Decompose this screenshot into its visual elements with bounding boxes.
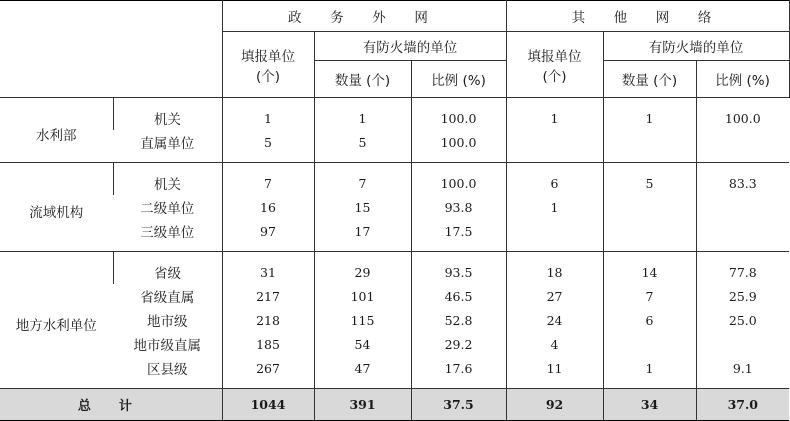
other-firewall-count-cell: [603, 332, 696, 356]
gov-firewall-count-cell: 1: [314, 98, 411, 131]
table-row: [0, 332, 789, 356]
other-reporting-cell: 4: [506, 332, 603, 356]
table-body: [0, 98, 789, 421]
gov-ratio-cell: 46.5: [411, 284, 506, 308]
other-firewall-count-cell: 6: [603, 308, 696, 332]
header-other-firewall-units: 有防火墙的单位: [603, 32, 789, 61]
table-row: [0, 252, 789, 285]
other-ratio-cell: [696, 130, 789, 163]
subcategory-cell: 地市级直属: [133, 338, 201, 354]
header-gov-ratio: 比例 (%): [411, 61, 506, 98]
other-reporting-cell: 24: [506, 308, 603, 332]
other-firewall-count-cell: 7: [603, 284, 696, 308]
table-row: [0, 356, 789, 389]
gov-firewall-count-cell: 7: [314, 163, 411, 196]
subcategory-cell: 机关: [113, 163, 222, 196]
gov-reporting-cell: 185: [222, 332, 314, 356]
header-gov-reporting-units: 填报单位 (个): [222, 32, 314, 98]
subcategory-cell: 机关: [113, 98, 222, 131]
total-gov-firewall-count-cell: 391: [314, 389, 411, 421]
other-ratio-cell: 100.0: [696, 98, 789, 131]
table-row: [0, 98, 789, 131]
gov-reporting-cell: 5: [222, 130, 314, 163]
gov-reporting-cell: 97: [222, 219, 314, 252]
gov-firewall-count-cell: 54: [314, 332, 411, 356]
gov-firewall-count-cell: 47: [314, 356, 411, 389]
table-row: [0, 219, 789, 252]
subcategory-cell: 地市级: [147, 314, 188, 330]
header-other-count: 数量 (个): [603, 61, 696, 98]
gov-ratio-cell: 100.0: [411, 98, 506, 131]
subcategory-cell: 省级: [113, 252, 222, 285]
gov-reporting-cell: 267: [222, 356, 314, 389]
other-reporting-cell: 6: [506, 163, 603, 196]
table-row: [0, 195, 789, 219]
gov-reporting-cell: 1: [222, 98, 314, 131]
gov-ratio-cell: 100.0: [411, 130, 506, 163]
other-ratio-cell: 83.3: [696, 163, 789, 196]
other-ratio-cell: 25.9: [696, 284, 789, 308]
subcategory-cell: 三级单位: [140, 225, 195, 241]
table-row: [0, 163, 789, 196]
total-other-ratio-cell: 37.0: [696, 389, 789, 421]
total-gov-reporting-cell: 1044: [222, 389, 314, 421]
table-header: [0, 1, 789, 98]
total-other-firewall-count-cell: 34: [603, 389, 696, 421]
table-row: [0, 308, 789, 332]
other-firewall-count-cell: [603, 219, 696, 252]
header-other-network: 其 他 网 络: [506, 1, 789, 32]
total-gov-ratio-cell: 37.5: [411, 389, 506, 421]
other-firewall-count-cell: [603, 130, 696, 163]
table-row: [0, 130, 789, 163]
header-gov-count: 数量 (个): [314, 61, 411, 98]
header-corner: [0, 1, 222, 98]
total-row: [0, 389, 789, 421]
other-ratio-cell: [696, 195, 789, 219]
other-reporting-cell: [506, 130, 603, 163]
subcategory-cell: 省级直属: [140, 290, 195, 306]
gov-ratio-cell: 29.2: [411, 332, 506, 356]
other-firewall-count-cell: [603, 195, 696, 219]
gov-firewall-count-cell: 101: [314, 284, 411, 308]
gov-reporting-cell: 16: [222, 195, 314, 219]
category-cell: 流域机构: [0, 163, 113, 252]
subcategory-cell: 区县级: [147, 362, 188, 378]
other-reporting-cell: 18: [506, 252, 603, 285]
gov-ratio-cell: 93.5: [411, 252, 506, 285]
category-cell: 水利部: [0, 98, 113, 163]
gov-ratio-cell: 17.6: [411, 356, 506, 389]
other-firewall-count-cell: 1: [603, 356, 696, 389]
other-ratio-cell: 25.0: [696, 308, 789, 332]
gov-firewall-count-cell: 15: [314, 195, 411, 219]
gov-ratio-cell: 17.5: [411, 219, 506, 252]
header-gov-network: 政 务 外 网: [222, 1, 506, 32]
other-reporting-cell: 27: [506, 284, 603, 308]
other-firewall-count-cell: 5: [603, 163, 696, 196]
total-other-reporting-cell: 92: [506, 389, 603, 421]
other-ratio-cell: 9.1: [696, 356, 789, 389]
gov-firewall-count-cell: 5: [314, 130, 411, 163]
other-ratio-cell: [696, 219, 789, 252]
total-label: 总 计: [0, 389, 222, 421]
other-reporting-cell: 1: [506, 98, 603, 131]
header-other-ratio: 比例 (%): [696, 61, 789, 98]
table-row: [0, 284, 789, 308]
other-reporting-cell: [506, 219, 603, 252]
gov-firewall-count-cell: 29: [314, 252, 411, 285]
gov-reporting-cell: 7: [222, 163, 314, 196]
header-gov-firewall-units: 有防火墙的单位: [314, 32, 506, 61]
gov-reporting-cell: 31: [222, 252, 314, 285]
other-firewall-count-cell: 1: [603, 98, 696, 131]
other-reporting-cell: 11: [506, 356, 603, 389]
category-cell: 地方水利单位: [0, 252, 113, 389]
gov-firewall-count-cell: 17: [314, 219, 411, 252]
other-ratio-cell: [696, 332, 789, 356]
subcategory-cell: 直属单位: [140, 136, 195, 152]
other-reporting-cell: 1: [506, 195, 603, 219]
other-firewall-count-cell: 14: [603, 252, 696, 285]
gov-reporting-cell: 217: [222, 284, 314, 308]
subcategory-cell: 二级单位: [140, 201, 195, 217]
gov-firewall-count-cell: 115: [314, 308, 411, 332]
gov-ratio-cell: 52.8: [411, 308, 506, 332]
gov-ratio-cell: 93.8: [411, 195, 506, 219]
header-other-reporting-units: 填报单位 (个): [506, 32, 603, 98]
gov-ratio-cell: 100.0: [411, 163, 506, 196]
gov-reporting-cell: 218: [222, 308, 314, 332]
other-ratio-cell: 77.8: [696, 252, 789, 285]
